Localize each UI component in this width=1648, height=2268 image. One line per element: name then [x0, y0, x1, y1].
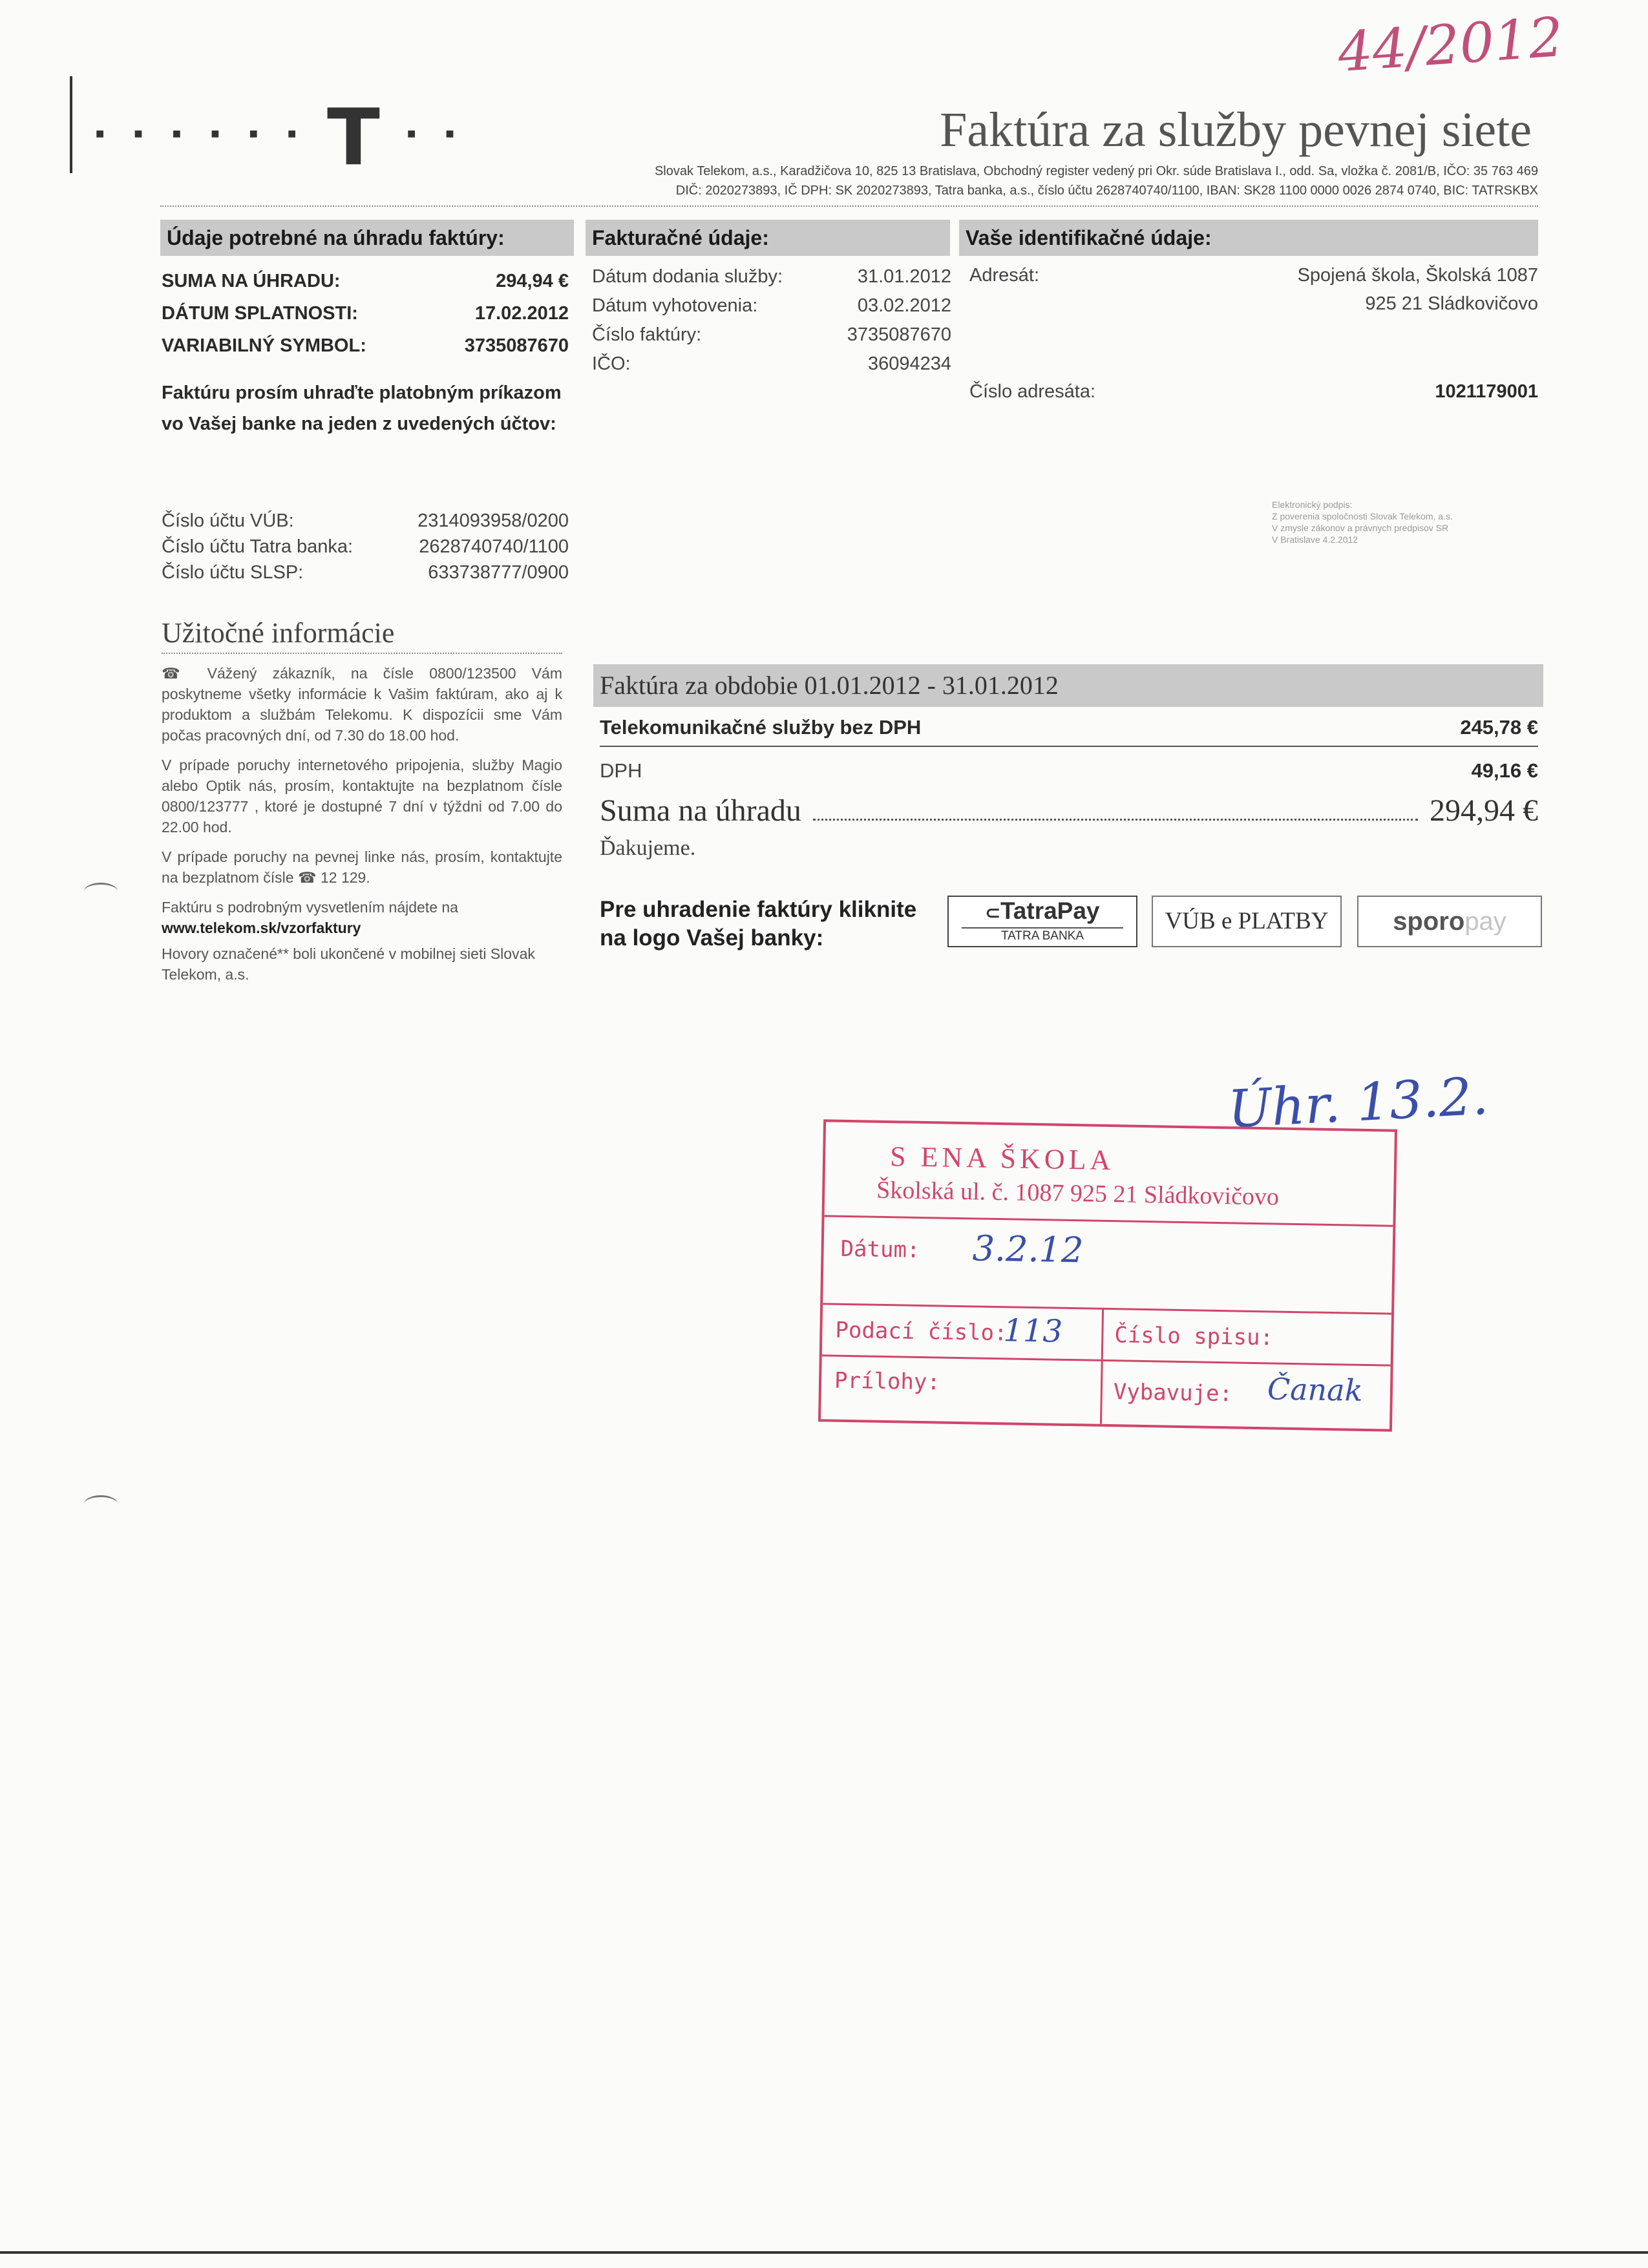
services-value: 245,78 € [1460, 716, 1538, 739]
handwritten-payment-note: Úhr. 13.2. [1226, 1066, 1490, 1140]
info-paragraph: V prípade poruchy na pevnej linke nás, prosím, kontaktujte na bezplatnom čísle ☎ 12 129. [162, 848, 562, 886]
total-row [600, 790, 1538, 832]
punch-hole [84, 883, 118, 900]
billing-label: Číslo faktúry: [592, 324, 702, 345]
stamp-date-value: 3.2.12 [972, 1228, 1084, 1271]
account-value: 2628740740/1100 [419, 536, 569, 557]
telekom-logo [90, 93, 478, 183]
billing-row [592, 291, 951, 320]
signature-line: V Bratislave 4.2.2012 [1272, 534, 1358, 545]
stamp-vybavuje-value: Čanak [1267, 1371, 1363, 1408]
electronic-signature [1272, 499, 1453, 545]
registry-stamp [818, 1119, 1397, 1431]
bank-prompt-line1: Pre uhradenie faktúry kliknite [600, 897, 917, 922]
addressee-line2: 925 21 Sládkovičovo [1365, 293, 1538, 314]
billing-label: IČO: [592, 353, 631, 374]
payment-block [162, 265, 569, 362]
stamp-spis-label: Číslo spisu: [1114, 1322, 1274, 1351]
tatrapay-label [949, 897, 1136, 927]
account-label: Číslo účtu SLSP: [162, 562, 304, 583]
payment-value: 294,94 € [496, 271, 569, 291]
info-paragraph: Hovory označené** boli ukončené v mobilnej sieti Slovak Telekom, a.s. [162, 945, 535, 983]
payment-value: 3735087670 [464, 335, 569, 356]
stamp-podaci-value: 113 [1002, 1312, 1063, 1350]
account-value: 2314093958/0200 [417, 510, 569, 531]
billing-row [592, 320, 951, 350]
stamp-date-label: Dátum: [840, 1235, 920, 1263]
tatra-banka-label: TATRA BANKA [962, 927, 1123, 944]
addressee-number-label: Číslo adresáta: [969, 381, 1096, 402]
company-info-line1: Slovak Telekom, a.s., Karadžičova 10, 825 13 Bratislava, Obchodný register vedený pri Okr. súde Bratislava I., odd. Sa, vložka č. 2081/B, IČO: 35 763 469 [654, 164, 1538, 178]
vat-label: DPH [600, 759, 642, 782]
billing-value: 31.01.2012 [857, 266, 951, 287]
payment-note-line2: vo Vašej banke na jeden z uvedených účtov: [162, 414, 556, 434]
stamp-vybavuje-label: Vybavuje: [1113, 1379, 1233, 1407]
services-label: Telekomunikačné služby bez DPH [600, 716, 922, 739]
signature-line: V zmysle zákonov a právnych predpisov SR [1272, 523, 1449, 533]
payment-row [162, 330, 569, 362]
stamp-divider [822, 1354, 1391, 1366]
account-row [162, 534, 569, 560]
punch-hole [84, 1495, 118, 1513]
accounts-block [162, 508, 569, 585]
billing-block [592, 262, 951, 379]
billing-label: Dátum vyhotovenia: [592, 295, 758, 316]
logo-letter: T [327, 93, 380, 183]
payment-value: 17.02.2012 [474, 303, 569, 324]
sporopay-text-light: pay [1464, 907, 1506, 936]
signature-line: Elektronický podpis: [1272, 499, 1353, 510]
sporopay-button[interactable] [1357, 896, 1542, 947]
margin-bracket [70, 76, 72, 173]
stamp-title: S ENA ŠKOLA [889, 1140, 1115, 1177]
document-title: Faktúra za služby pevnej siete [940, 103, 1532, 157]
payment-label: DÁTUM SPLATNOSTI: [162, 303, 358, 324]
payment-row [162, 265, 569, 297]
vat-row [600, 755, 1538, 787]
stamp-divider [825, 1215, 1393, 1226]
billing-row [592, 262, 951, 291]
billing-header: Fakturačné údaje: [586, 220, 950, 256]
identification-header: Vaše identifikačné údaje: [959, 220, 1538, 256]
billing-value: 36094234 [867, 353, 951, 374]
sporopay-text: sporo [1393, 907, 1465, 936]
bank-prompt-line2: na logo Vašej banky: [600, 925, 824, 950]
addressee-line1: Spojená škola, Školská 1087 [1297, 265, 1538, 286]
services-row [600, 709, 1538, 747]
tatrapay-text: TatraPay [1000, 898, 1100, 924]
info-block [162, 663, 562, 985]
addressee-label: Adresát: [969, 265, 1039, 286]
vat-value: 49,16 € [1471, 759, 1538, 782]
logo-dots-left: ■ ■ ■ ■ ■ ■ [96, 125, 310, 142]
tatrapay-button[interactable] [947, 896, 1137, 947]
billing-label: Dátum dodania služby: [592, 266, 783, 287]
info-title: Užitočné informácie [162, 617, 395, 649]
company-info-line2: DIČ: 2020273893, IČ DPH: SK 2020273893, Tatra banka, a.s., číslo účtu 2628740740/1100, IBAN: SK28 1100 0000 0026 2874 0740, BIC: TATRSKBX [675, 184, 1538, 198]
info-paragraph: V prípade poruchy internetového pripojenia, služby Magio alebo Optik nás, prosím, kontaktujte na bezplatnom čísle 0800/123777 , ktoré je dostupné 7 dní v týždni od 7.00 do 22.00 hod. [162, 757, 562, 835]
logo-dots-right: ■ ■ [407, 125, 467, 142]
period-header: Faktúra za obdobie 01.01.2012 - 31.01.2012 [593, 664, 1543, 707]
scan-edge-line [0, 2251, 1648, 2254]
account-value: 633738777/0900 [428, 562, 569, 583]
addressee-number-value: 1021179001 [1435, 381, 1538, 402]
info-link[interactable]: www.telekom.sk/vzorfaktury [162, 919, 361, 936]
payment-label: VARIABILNÝ SYMBOL: [162, 335, 366, 356]
stamp-address: Školská ul. č. 1087 925 21 Sládkovičovo [876, 1176, 1280, 1211]
account-row [162, 560, 569, 585]
stamp-vertical-divider [1100, 1308, 1104, 1424]
payment-label: SUMA NA ÚHRADU: [162, 271, 341, 291]
billing-row [592, 350, 951, 379]
thanks-text: Ďakujeme. [600, 836, 696, 860]
account-row [162, 508, 569, 534]
payment-note-line1: Faktúru prosím uhraďte platobným príkazom [162, 383, 562, 403]
billing-value: 03.02.2012 [857, 295, 951, 316]
billing-value: 3735087670 [847, 324, 951, 345]
total-value: 294,94 € [1430, 793, 1538, 828]
header-divider [160, 205, 1538, 207]
info-text: Faktúru s podrobným vysvetlením nájdete na [162, 899, 458, 916]
account-label: Číslo účtu VÚB: [162, 510, 294, 531]
vub-eplatby-button[interactable]: VÚB e PLATBY [1152, 896, 1342, 947]
account-label: Číslo účtu Tatra banka: [162, 536, 354, 557]
info-divider [162, 653, 562, 654]
handwritten-reference: 44/2012 [1336, 5, 1565, 85]
stamp-prilohy-label: Prílohy: [834, 1367, 941, 1396]
payment-row [162, 297, 569, 330]
info-paragraph [162, 897, 562, 938]
total-label: Suma na úhradu [600, 793, 801, 828]
tatrapay-icon: ⊂ [985, 903, 1000, 923]
payment-header: Údaje potrebné na úhradu faktúry: [160, 220, 574, 256]
stamp-divider [823, 1303, 1391, 1314]
info-paragraph: ☎ Vážený zákazník, na čísle 0800/123500 Vám poskytneme všetky informácie k Vašim faktúram, ako aj k produktom a službám Telekomu. K dispozícii sme Vám počas pracovných dní, od 7.30 do 18.00 hod. [162, 665, 562, 744]
total-leader [813, 819, 1418, 821]
signature-line: Z poverenia spoločnosti Slovak Telekom, a.s. [1272, 511, 1453, 521]
stamp-podaci-label: Podací číslo: [835, 1317, 1008, 1347]
